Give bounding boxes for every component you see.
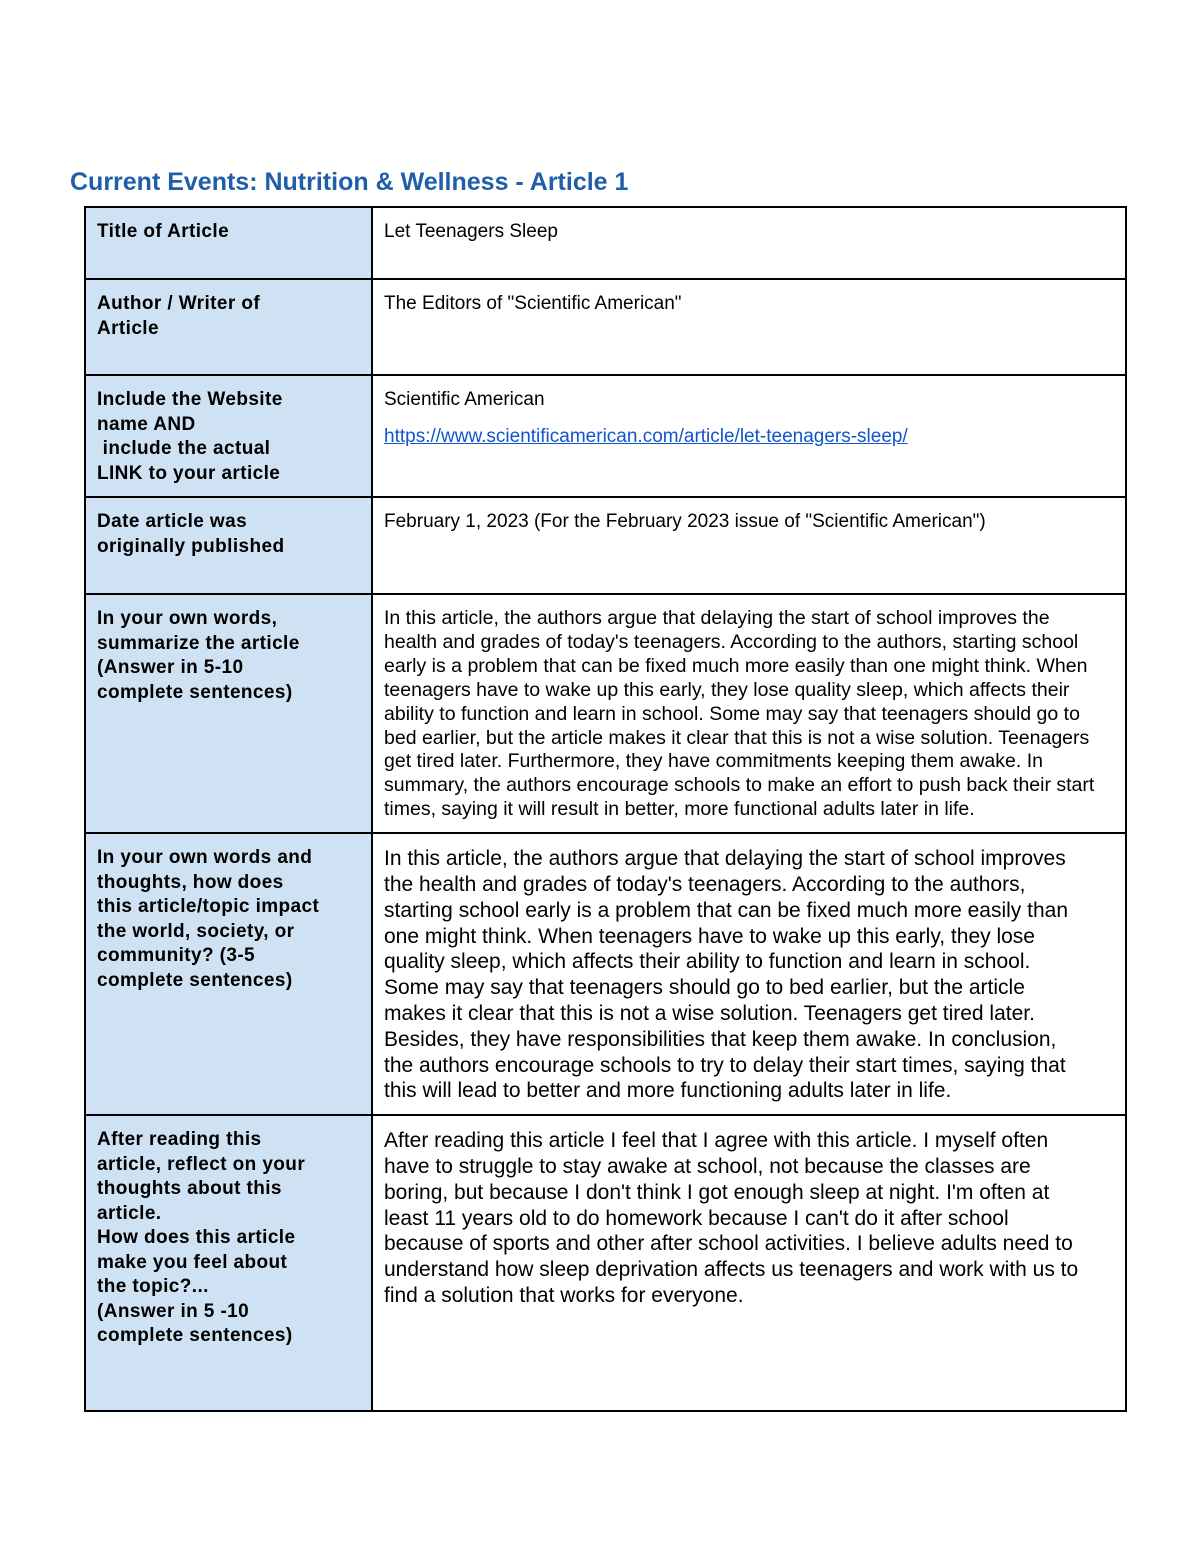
label-title-of-article [85,207,372,279]
label-line: Include the Website [97,389,283,410]
value-line: boring, but because I don't think I got enough sleep at night. I'm often at [384,1180,1050,1204]
value-line: Let Teenagers Sleep [384,221,558,242]
document-title: Current Events: Nutrition & Wellness - Article 1 [70,168,629,196]
label-line: After reading this [97,1129,262,1151]
label-line: LINK to your article [97,462,281,484]
value-line: the authors encourage schools to try to delay their start times, saying that [384,1053,1066,1077]
label-line: summarize the article [97,632,300,654]
table-row-website [85,375,1126,497]
value-line: Some may say that teenagers should go to bed earlier, but the article [384,976,1025,1000]
value-line: ability to function and learn in school. Some may say that teenagers should go to [384,702,1080,725]
label-line: originally published [97,535,285,557]
label-summary [85,594,372,833]
value-line: have to struggle to stay awake at school, not because the classes are [384,1154,1031,1178]
value-line: In this article, the authors argue that delaying the start of school improves the [384,607,1050,629]
value-line: quality sleep, which affects their ability to function and learn in school. [384,950,1031,974]
label-line: In your own words and [97,847,313,869]
value-line: makes it clear that this is not a wise solution. Teenagers get tired later. [384,1001,1035,1025]
label-line: article, reflect on your [97,1153,306,1175]
table-row-title [85,207,1126,279]
value-line: because of sports and other after school activities. I believe adults need to [384,1232,1073,1256]
label-line: make you feel about [97,1251,288,1273]
value-date[interactable] [372,497,1126,594]
label-line: Author / Writer of [97,293,261,314]
label-line: (Answer in 5 -10 [97,1300,250,1322]
value-line: health and grades of today's teenagers. According to the authors, starting school [384,630,1079,653]
value-summary[interactable] [372,594,1126,833]
value-author[interactable] [372,279,1126,375]
value-website[interactable] [372,375,1126,497]
article-link[interactable]: https://www.scientificamerican.com/article/let-teenagers-sleep/ [384,426,908,447]
label-author [85,279,372,375]
table-row-impact [85,833,1126,1115]
value-line: one might think. When teenagers have to wake up this early, they lose [384,924,1035,948]
value-line: understand how sleep deprivation affects us teenagers and work with us to [384,1258,1079,1282]
value-line: the health and grades of today's teenagers. According to the authors, [384,872,1026,896]
label-line: community? (3-5 [97,945,256,967]
value-line: times, saying it will result in better, more functional adults later in life. [384,798,975,821]
label-line: thoughts, how does [97,871,284,893]
label-line: the topic?... [97,1276,209,1298]
value-line: February 1, 2023 (For the February 2023 issue of "Scientific American") [384,511,986,532]
label-line: Date article was [97,511,248,532]
label-line: Article [97,317,159,339]
value-line: After reading this article I feel that I agree with this article. I myself often [384,1129,1049,1153]
label-line: complete sentences) [97,969,293,991]
value-line: bed earlier, but the article makes it clear that this is not a wise solution. Teenagers [384,726,1090,749]
label-line: How does this article [97,1227,296,1249]
label-impact [85,833,372,1115]
label-line: (Answer in 5-10 [97,657,244,678]
label-line: the world, society, or [97,920,295,942]
table-row-date [85,497,1126,594]
label-line: name AND [97,413,196,435]
table-row-author [85,279,1126,375]
label-line: article. [97,1202,162,1224]
label-line: this article/topic impact [97,896,320,918]
value-line: get tired later. Furthermore, they have commitments keeping them awake. In [384,750,1043,773]
article-worksheet-table [84,206,1127,1412]
label-reflection [85,1115,372,1411]
website-name: Scientific American [384,389,545,410]
table-row-summary [85,594,1126,833]
label-line: In your own words, [97,608,278,629]
label-line: Title of Article [97,221,230,242]
value-line: teenagers have to wake up this early, they lose quality sleep, which affects their [384,678,1070,701]
value-title-of-article[interactable] [372,207,1126,279]
label-line: thoughts about this [97,1178,282,1200]
value-line: starting school early is a problem that can be fixed much more easily than [384,898,1069,922]
label-date [85,497,372,594]
label-line: include the actual [97,438,271,459]
value-line: The Editors of "Scientific American" [384,293,682,314]
value-line: Besides, they have responsibilities that keep them awake. In conclusion, [384,1027,1057,1051]
value-line: early is a problem that can be fixed much more easily than one might think. When [384,654,1088,677]
value-line: summary, the authors encourage schools to make an effort to push back their start [384,774,1095,797]
table-row-reflection [85,1115,1126,1411]
label-line: complete sentences) [97,681,293,703]
value-line: this will lead to better and more functioning adults later in life. [384,1079,952,1103]
value-impact[interactable] [372,833,1126,1115]
value-line: find a solution that works for everyone. [384,1283,744,1307]
label-line: complete sentences) [97,1325,293,1347]
value-line: least 11 years old to do homework because I can't do it after school [384,1206,1009,1230]
value-line: In this article, the authors argue that delaying the start of school improves [384,847,1066,871]
label-website [85,375,372,497]
value-reflection[interactable] [372,1115,1126,1411]
